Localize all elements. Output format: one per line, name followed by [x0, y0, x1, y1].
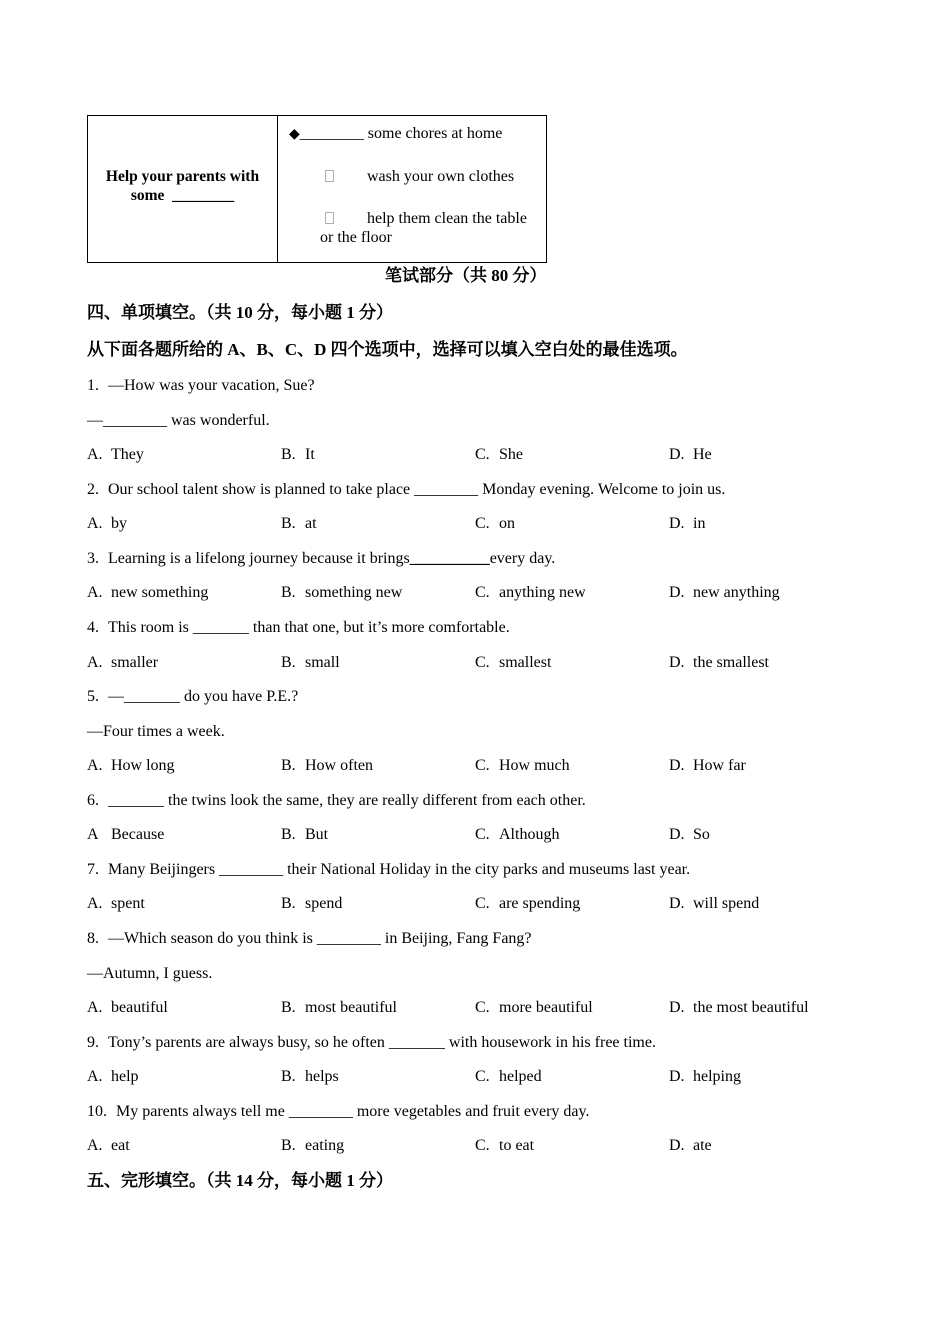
option-label: C. — [475, 999, 490, 1017]
question-1-options — [87, 438, 887, 473]
option-text: helps — [305, 1068, 339, 1086]
question-5-options — [87, 749, 887, 784]
option-d — [669, 1060, 863, 1095]
option-label: D. — [669, 1068, 685, 1086]
question-4-options — [87, 646, 887, 681]
table-item-text: ________ some chores at home — [299, 125, 503, 142]
question-text: —_______ do you have P.E.? — [108, 688, 299, 706]
option-c — [475, 991, 669, 1026]
option-b — [281, 887, 475, 922]
option-c — [475, 438, 669, 473]
option-a — [87, 991, 281, 1026]
option-label: B. — [281, 826, 296, 844]
question-number: 2. — [87, 480, 99, 498]
option-text: How long — [111, 757, 175, 775]
option-text: eating — [305, 1137, 345, 1155]
question-2-options — [87, 507, 887, 542]
option-b — [281, 1129, 475, 1164]
option-label: B. — [281, 515, 296, 533]
option-text: anything new — [499, 584, 586, 602]
question-5-stem — [87, 680, 887, 715]
option-a — [87, 1129, 281, 1164]
option-b — [281, 818, 475, 853]
option-b — [281, 576, 475, 611]
option-text: more beautiful — [499, 999, 593, 1017]
option-c — [475, 646, 669, 681]
option-a — [87, 749, 281, 784]
option-b — [281, 1060, 475, 1095]
option-text: new anything — [693, 584, 780, 602]
option-d — [669, 818, 863, 853]
option-d — [669, 576, 863, 611]
option-text: Although — [499, 826, 560, 844]
option-label: C. — [475, 1137, 490, 1155]
answer-blank: __________ — [409, 549, 490, 567]
option-text: She — [499, 446, 523, 464]
option-b — [281, 749, 475, 784]
diamond-bullet-icon: ◆ — [289, 127, 300, 142]
option-label: B. — [281, 757, 296, 775]
question-number: 9. — [87, 1033, 99, 1051]
option-text: How often — [305, 757, 373, 775]
question-8-reply — [87, 957, 887, 992]
written-part-title: 笔试部分（共 80 分） — [385, 266, 547, 285]
option-text: They — [111, 446, 144, 464]
option-label: D. — [669, 653, 685, 671]
option-text: new something — [111, 584, 209, 602]
option-label: D. — [669, 515, 685, 533]
option-label: B. — [281, 446, 296, 464]
option-label: A. — [87, 895, 103, 913]
question-number: 1. — [87, 377, 99, 394]
option-label: D. — [669, 584, 685, 602]
option-label: C. — [475, 584, 490, 602]
option-text: He — [693, 446, 712, 464]
question-6-stem — [87, 784, 887, 819]
option-a — [87, 507, 281, 542]
option-c — [475, 1129, 669, 1164]
question-9-stem — [87, 1026, 887, 1061]
question-number: 5. — [87, 688, 99, 706]
option-text: spend — [305, 895, 343, 913]
option-label: A. — [87, 1137, 103, 1155]
question-1-stem — [87, 369, 887, 404]
option-text: How much — [499, 757, 570, 775]
option-label: A. — [87, 1068, 103, 1086]
option-label: B. — [281, 1068, 296, 1086]
question-10-options — [87, 1129, 887, 1164]
question-number: 10. — [87, 1102, 107, 1120]
option-text: are spending — [499, 895, 581, 913]
option-label: B. — [281, 999, 296, 1017]
question-number: 7. — [87, 860, 99, 878]
option-text: It — [305, 446, 315, 464]
question-7-stem — [87, 853, 887, 888]
option-b — [281, 991, 475, 1026]
option-label: B. — [281, 584, 296, 602]
option-label: B. — [281, 1137, 296, 1155]
question-text: This room is _______ than that one, but it’s more comfortable. — [108, 618, 510, 636]
option-text: most beautiful — [305, 999, 397, 1017]
option-label: B. — [281, 653, 296, 671]
option-text: helped — [499, 1068, 542, 1086]
question-9-options — [87, 1060, 887, 1095]
option-label: A. — [87, 757, 103, 775]
option-text: spent — [111, 895, 145, 913]
option-label: C. — [475, 895, 490, 913]
reply-text: —________ was wonderful. — [87, 411, 270, 429]
question-8-options — [87, 991, 887, 1026]
table-left-line-2: some ________ — [130, 187, 235, 204]
table-item-text: help them clean the table or the floor — [320, 210, 527, 246]
option-b — [281, 507, 475, 542]
reply-text: —Four times a week. — [87, 722, 225, 740]
table-item-3 — [320, 209, 540, 247]
question-text: Learning is a lifelong journey because it brings — [108, 549, 410, 567]
question-number: 6. — [87, 791, 99, 809]
option-label: A — [87, 826, 99, 844]
option-text: to eat — [499, 1137, 535, 1155]
option-label: D. — [669, 895, 685, 913]
option-label: C. — [475, 826, 490, 844]
table-item-text: wash your own clothes — [367, 168, 515, 185]
option-c — [475, 818, 669, 853]
option-text: smaller — [111, 653, 159, 671]
question-text: —Which season do you think is ________ in Beijing, Fang Fang? — [108, 930, 532, 947]
question-number: 4. — [87, 618, 99, 636]
section-5-title: 五、完形填空。（共 14 分，每小题 1 分） — [87, 1170, 393, 1190]
question-text: Our school talent show is planned to take place ________ Monday evening. Welcome to join us. — [108, 480, 726, 498]
option-text: Because — [111, 826, 165, 844]
option-label: C. — [475, 757, 490, 775]
missing-glyph-box-icon — [325, 212, 334, 224]
option-a — [87, 887, 281, 922]
option-label: B. — [281, 895, 296, 913]
option-b — [281, 646, 475, 681]
question-10-stem — [87, 1095, 887, 1130]
option-text: the smallest — [693, 653, 769, 671]
option-label: A. — [87, 446, 103, 464]
option-label: C. — [475, 1068, 490, 1086]
option-label: C. — [475, 515, 490, 533]
option-c — [475, 576, 669, 611]
option-text: helping — [693, 1068, 741, 1086]
option-d — [669, 507, 863, 542]
option-c — [475, 1060, 669, 1095]
reply-text: —Autumn, I guess. — [87, 964, 213, 982]
option-label: A. — [87, 515, 103, 533]
option-a — [87, 576, 281, 611]
option-text: small — [305, 653, 340, 671]
option-d — [669, 749, 863, 784]
option-text: will spend — [693, 895, 760, 913]
question-text: My parents always tell me ________ more vegetables and fruit every day. — [116, 1102, 590, 1120]
option-text: But — [305, 826, 329, 844]
option-d — [669, 646, 863, 681]
option-text: beautiful — [111, 999, 168, 1017]
question-text: —How was your vacation, Sue? — [108, 377, 315, 394]
question-7-options — [87, 887, 887, 922]
option-text: something new — [305, 584, 403, 602]
table-left-line-1: Help your parents with — [105, 168, 260, 185]
question-4-stem — [87, 611, 887, 646]
option-label: C. — [475, 653, 490, 671]
question-number: 8. — [87, 930, 99, 947]
question-2-stem — [87, 473, 887, 508]
option-label: C. — [475, 446, 490, 464]
chores-table — [87, 115, 547, 263]
question-1-reply — [87, 404, 887, 439]
option-text: eat — [111, 1137, 130, 1155]
table-item-1 — [289, 124, 502, 144]
option-text: the most beautiful — [693, 999, 809, 1017]
option-a — [87, 818, 281, 853]
option-a — [87, 438, 281, 473]
option-a — [87, 646, 281, 681]
option-b — [281, 438, 475, 473]
question-text-end: every day. — [489, 549, 556, 567]
option-text: on — [499, 515, 515, 533]
option-label: D. — [669, 826, 685, 844]
table-item-2 — [320, 167, 514, 186]
missing-glyph-box-icon — [325, 170, 334, 182]
option-c — [475, 887, 669, 922]
option-label: D. — [669, 446, 685, 464]
option-d — [669, 438, 863, 473]
option-text: ate — [693, 1137, 712, 1155]
question-3-options — [87, 576, 887, 611]
table-left-label — [88, 167, 277, 205]
question-3-stem — [87, 542, 887, 577]
question-text: Tony’s parents are always busy, so he often _______ with housework in his free time. — [108, 1033, 656, 1051]
question-number: 3. — [87, 549, 99, 567]
section-4-instruction: 从下面各题所给的 A、B、C、D 四个选项中，选择可以填入空白处的最佳选项。 — [87, 340, 688, 359]
option-text: How far — [693, 757, 746, 775]
question-8-stem — [87, 922, 887, 957]
option-c — [475, 507, 669, 542]
option-c — [475, 749, 669, 784]
option-text: smallest — [499, 653, 552, 671]
option-text: at — [305, 515, 317, 533]
option-label: D. — [669, 1137, 685, 1155]
option-d — [669, 1129, 863, 1164]
option-d — [669, 887, 863, 922]
question-5-reply — [87, 715, 887, 750]
option-text: So — [693, 826, 710, 844]
option-label: D. — [669, 757, 685, 775]
option-text: in — [693, 515, 706, 533]
option-text: by — [111, 515, 127, 533]
option-label: A. — [87, 584, 103, 602]
question-list — [87, 369, 887, 1199]
option-label: A. — [87, 653, 103, 671]
option-a — [87, 1060, 281, 1095]
question-text: _______ the twins look the same, they are really different from each other. — [108, 791, 586, 809]
option-text: help — [111, 1068, 139, 1086]
table-left-cell — [88, 116, 278, 262]
option-label: D. — [669, 999, 685, 1017]
option-d — [669, 991, 863, 1026]
option-label: A. — [87, 999, 103, 1017]
question-text: Many Beijingers ________ their National Holiday in the city parks and museums last year. — [108, 860, 691, 878]
question-6-options — [87, 818, 887, 853]
section-4-title: 四、单项填空。（共 10 分，每小题 1 分） — [87, 303, 393, 322]
